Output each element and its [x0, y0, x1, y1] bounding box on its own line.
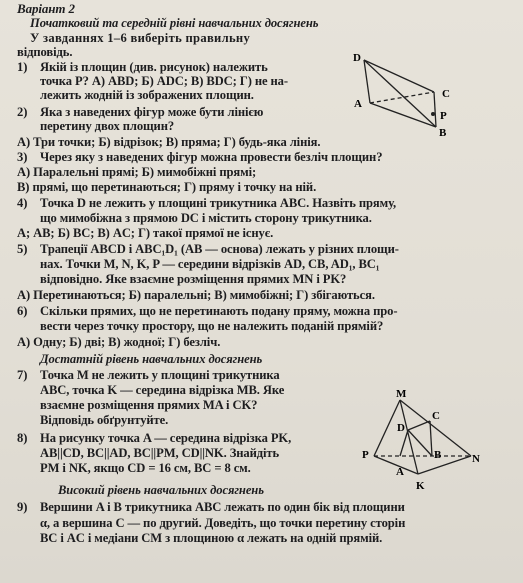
q5-number: 5): [17, 242, 28, 256]
q3-answers-2: В) прямі, що перетинаються; Г) пряму і точку на ній.: [17, 180, 317, 194]
section1-heading: Початковий та середній рівні навчальних досягнень: [30, 16, 319, 30]
fig1-label-a: A: [354, 98, 362, 110]
q2-number: 2): [17, 105, 28, 119]
q9-line-2: α, а вершина C — по другий. Доведіть, що точки перетину сторін: [40, 516, 406, 530]
q2-line-2: перетину двох площин?: [40, 119, 175, 133]
q4-line-2: що мимобіжна з прямою DC і містить сторону трикутника.: [40, 211, 372, 225]
fig2-label-n: N: [472, 453, 480, 465]
q6-line-1: Скільки прямих, що не перетинають подану пряму, можна про-: [40, 304, 398, 318]
q7-line-2: ABC, точка K — середина відрізка MB. Яке: [40, 383, 285, 397]
q7-line-4: Відповідь обґрунтуйте.: [40, 413, 169, 427]
q7-number: 7): [17, 368, 28, 382]
q2-answers: А) Три точки; Б) відрізок; В) пряма; Г) будь-яка лінія.: [17, 135, 321, 149]
q5-line-3: відповідно. Яке взаємне розміщення прямих MN і PK?: [40, 272, 347, 286]
q8-line-1: На рисунку точка A — середина відрізка PK,: [40, 431, 292, 445]
fig2-label-b: B: [434, 449, 442, 461]
fig1-label-d: D: [353, 52, 361, 64]
q5-line-1: Трапеції ABCD і ABC₁D₁ (AB — основа) лежать у різних площи-: [40, 242, 399, 256]
fig2-label-c: C: [432, 410, 440, 422]
q9-line-3: BC і AC і медіани CM з площиною α лежать на одній прямій.: [40, 531, 383, 545]
fig2-label-k: K: [416, 480, 425, 492]
q5-line-2: нах. Точки M, N, K, P — середини відрізків AD, CB, AD₁, BC₁: [40, 257, 380, 271]
q1-line-3: лежить жодній із зображених площин.: [40, 88, 254, 102]
fig1-label-b: B: [439, 127, 447, 139]
q8-line-3: PM і NK, якщо CD = 16 см, BC = 8 см.: [40, 461, 251, 475]
q1-line-1: Якій із площин (див. рисунок) належить: [40, 60, 268, 74]
q9-line-1: Вершини A і B трикутника ABC лежать по один бік від площини: [40, 500, 405, 514]
q3-line: Через яку з наведених фігур можна провести безліч площин?: [40, 150, 383, 164]
figure-pyramid-dabc: [348, 48, 466, 140]
fig2-label-p: P: [362, 449, 369, 461]
q1-line-2: точка P? А) ABD; Б) ADC; В) BDC; Г) не на-: [40, 74, 288, 88]
q7-line-3: взаємне розміщення прямих MA і CK?: [40, 398, 258, 412]
q2-line-1: Яка з наведених фігур може бути лінією: [40, 105, 264, 119]
point-p: [431, 112, 435, 116]
q4-answers: А; AB; Б) BC; В) AC; Г) такої прямої не існує.: [17, 226, 274, 240]
intro-line-2: відповідь.: [17, 45, 73, 59]
fig2-label-a: A: [396, 466, 404, 478]
q1-number: 1): [17, 60, 28, 74]
q9-number: 9): [17, 500, 28, 514]
q6-line-2: вести через точку простору, що не належить поданій прямій?: [40, 319, 384, 333]
variant-title: Варіант 2: [17, 1, 75, 16]
fig1-label-p: P: [440, 110, 447, 122]
q8-line-2: AB||CD, BC||AD, BC||PM, CD||NK. Знайдіть: [40, 446, 280, 460]
q8-number: 8): [17, 431, 28, 445]
q5-answers: А) Перетинаються; Б) паралельні; В) мимобіжні; Г) збігаються.: [17, 288, 375, 302]
q4-line-1: Точка D не лежить у площині трикутника ABC. Назвіть пряму,: [40, 196, 397, 210]
q7-line-1: Точка M не лежить у площині трикутника: [40, 368, 280, 382]
section3-heading: Високий рівень навчальних досягнень: [58, 483, 264, 497]
fig1-label-c: C: [442, 88, 450, 100]
intro-line-1: У завданнях 1–6 виберіть правильну: [30, 31, 251, 45]
figure-construction-pmkn: [356, 388, 486, 498]
fig2-label-m: M: [396, 388, 407, 400]
q3-number: 3): [17, 150, 28, 164]
q6-number: 6): [17, 304, 28, 318]
q3-answers-1: А) Паралельні прямі; Б) мимобіжні прямі;: [17, 165, 257, 179]
section2-heading: Достатній рівень навчальних досягнень: [40, 352, 263, 366]
q6-answers: А) Одну; Б) дві; В) жодної; Г) безліч.: [17, 335, 221, 349]
fig2-label-d: D: [397, 422, 405, 434]
q4-number: 4): [17, 196, 28, 210]
